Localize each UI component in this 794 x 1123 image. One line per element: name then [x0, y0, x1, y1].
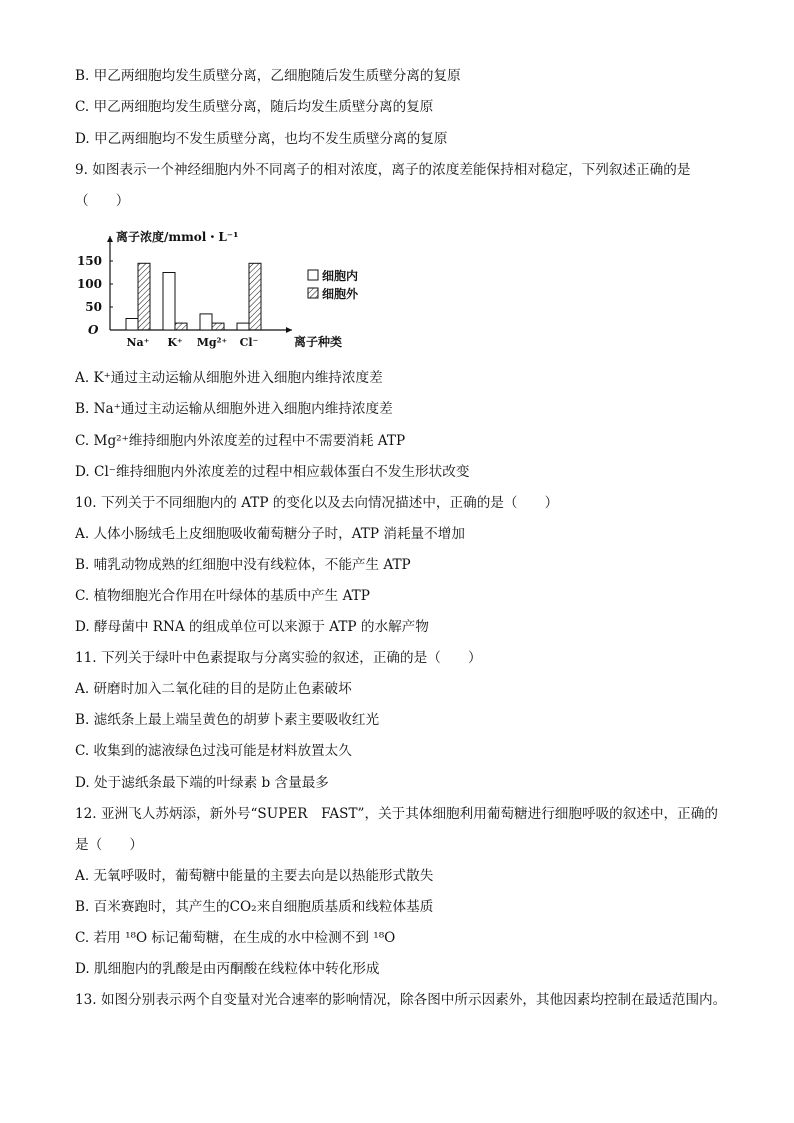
x-tick-label: Mg²⁺	[196, 336, 228, 349]
text-line: （ ）	[75, 193, 130, 209]
legend-label: 细胞内	[322, 269, 359, 283]
text-line: D. 处于滤纸条最下端的叶绿素 b 含量最多	[75, 775, 329, 791]
y-axis-label: 离子浓度/mmol・L⁻¹	[116, 230, 239, 244]
text-line: 10. 下列关于不同细胞内的 ATP 的变化以及去向情况描述中，正确的是（ ）	[75, 495, 559, 511]
text-line: C. 若用 ¹⁸O 标记葡萄糖，在生成的水中检测不到 ¹⁸O	[75, 930, 396, 946]
text-line: A. 无氧呼吸时，葡萄糖中能量的主要去向是以热能形式散失	[75, 868, 434, 884]
x-axis-arrow	[286, 327, 292, 333]
x-axis-label: 离子种类	[294, 335, 343, 349]
text-line: A. K⁺通过主动运输从细胞外进入细胞内维持浓度差	[75, 370, 383, 386]
bar	[200, 314, 212, 330]
y-tick-label: 150	[76, 254, 102, 268]
x-tick-label: Na⁺	[126, 336, 150, 349]
text-line: C. Mg²⁺维持细胞内外浓度差的过程中不需要消耗 ATP	[75, 433, 406, 449]
text-line: 13. 如图分别表示两个自变量对光合速率的影响情况，除各图中所示因素外，其他因素均控制在最适范围内。	[75, 992, 727, 1008]
bar	[237, 323, 249, 330]
legend-swatch	[308, 288, 318, 298]
text-line: D. 酵母菌中 RNA 的组成单位可以来源于 ATP 的水解产物	[75, 619, 429, 635]
x-tick-label: Cl⁻	[239, 336, 259, 349]
legend-swatch	[308, 270, 318, 280]
y-tick-label: 100	[76, 277, 102, 291]
text-line: D. 肌细胞内的乳酸是由丙酮酸在线粒体中转化形成	[75, 961, 380, 977]
y-axis-arrow	[107, 236, 113, 242]
legend-label: 细胞外	[322, 287, 359, 301]
text-line: B. 百米赛跑时，其产生的CO₂来自细胞质基质和线粒体基质	[75, 899, 434, 915]
text-line: 12. 亚洲飞人苏炳添，新外号“SUPER FAST”，关于其体细胞利用葡萄糖进行细胞呼吸的叙述中，正确的	[75, 806, 718, 822]
bar	[126, 319, 138, 331]
text-line: B. 哺乳动物成熟的红细胞中没有线粒体，不能产生 ATP	[75, 557, 411, 573]
bar	[175, 323, 187, 330]
ion-concentration-chart	[70, 226, 370, 356]
text-line: A. 人体小肠绒毛上皮细胞吸收葡萄糖分子时，ATP 消耗量不增加	[75, 526, 465, 542]
text-line: A. 研磨时加入二氧化硅的目的是防止色素破坏	[75, 681, 352, 697]
text-line: 9. 如图表示一个神经细胞内外不同离子的相对浓度，离子的浓度差能保持相对稳定，下列叙述正确的是	[75, 162, 691, 178]
text-line: 11. 下列关于绿叶中色素提取与分离实验的叙述，正确的是（ ）	[75, 650, 482, 666]
y-tick-label: 50	[85, 300, 102, 314]
text-line: C. 植物细胞光合作用在叶绿体的基质中产生 ATP	[75, 588, 370, 604]
bar	[138, 263, 150, 330]
text-line: D. 甲乙两细胞均不发生质壁分离，也均不发生质壁分离的复原	[75, 131, 448, 147]
bar	[212, 323, 224, 330]
origin-label: O	[88, 323, 99, 337]
bar	[249, 263, 261, 330]
text-line: 是（ ）	[75, 837, 143, 853]
bar	[163, 273, 175, 331]
text-line: C. 甲乙两细胞均发生质壁分离，随后均发生质壁分离的复原	[75, 99, 434, 115]
text-line: C. 收集到的滤液绿色过浅可能是材料放置太久	[75, 743, 352, 759]
text-line: B. 滤纸条上最上端呈黄色的胡萝卜素主要吸收红光	[75, 712, 380, 728]
x-tick-label: K⁺	[167, 336, 183, 349]
text-line: B. 甲乙两细胞均发生质壁分离，乙细胞随后发生质壁分离的复原	[75, 68, 461, 84]
chart-svg	[70, 226, 370, 356]
text-line: D. Cl⁻维持细胞内外浓度差的过程中相应载体蛋白不发生形状改变	[75, 464, 470, 480]
text-line: B. Na⁺通过主动运输从细胞外进入细胞内维持浓度差	[75, 401, 393, 417]
